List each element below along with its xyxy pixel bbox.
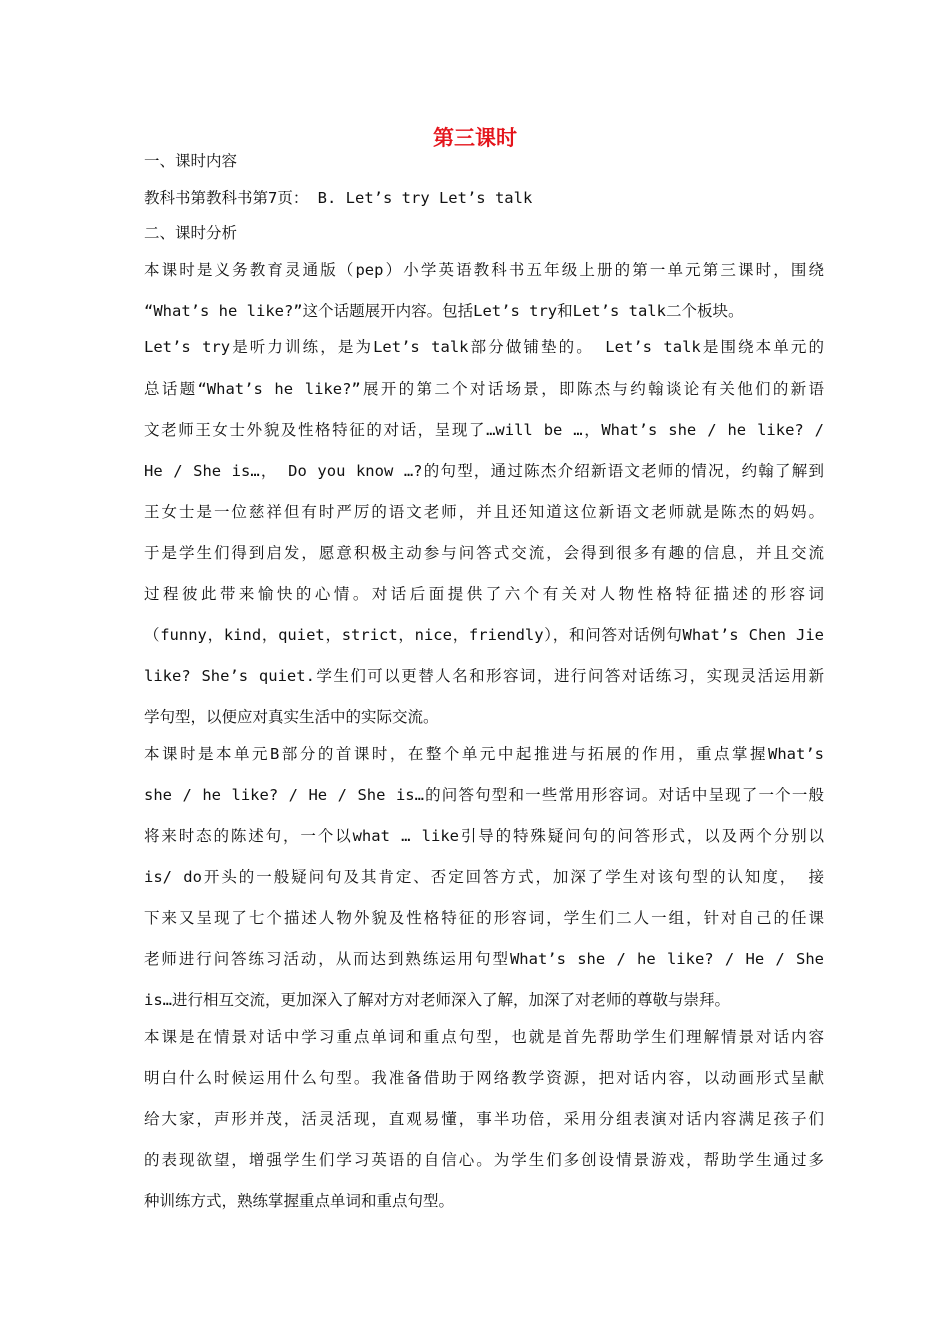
paragraph-line: 将来时态的陈述句，一个以what … like引导的特殊疑问句的问答形式，以及两个分别以 — [144, 827, 824, 845]
paragraph-line: is/ do开头的一般疑问句及其肯定、否定回答方式，加深了学生对该句型的认知度， 接 — [144, 868, 824, 886]
paragraph-line: 文老师王女士外貌及性格特征的对话，呈现了…will be …，What’s she / he like? / — [144, 421, 824, 439]
paragraph-line: 总话题“What’s he like?”展开的第二个对话场景，即陈杰与约翰谈论有关他们的新语 — [144, 380, 824, 398]
paragraph-line: “What’s he like?”这个话题展开内容。包括Let’s try和Let’s talk二个板块。 — [144, 302, 744, 320]
paragraph-line: 的表现欲望，增强学生们学习英语的自信心。为学生们多创设情景游戏，帮助学生通过多 — [144, 1151, 824, 1169]
page-title: 第三课时 — [433, 126, 517, 150]
paragraph-line: is…进行相互交流，更加深入了解对方对老师深入了解，加深了对老师的尊敬与崇拜。 — [144, 991, 730, 1009]
section-body-textbook-page: 教科书第教科书第7页： B. Let’s try Let’s talk — [144, 189, 533, 207]
paragraph-line: she / he like? / He / She is…的问答句型和一些常用形容词。对话中呈现了一个一般 — [144, 786, 824, 804]
section-heading-analysis: 二、课时分析 — [144, 224, 238, 242]
paragraph-line: （funny，kind，quiet，strict，nice，friendly），和问答对话例句What’s Chen Jie — [144, 626, 824, 644]
paragraph-line: 学句型，以便应对真实生活中的实际交流。 — [144, 708, 439, 726]
paragraph-line: 种训练方式，熟练掌握重点单词和重点句型。 — [144, 1192, 455, 1210]
paragraph-line: 下来又呈现了七个描述人物外貌及性格特征的形容词，学生们二人一组，针对自己的任课 — [144, 909, 824, 927]
paragraph-line: like? She’s quiet.学生们可以更替人名和形容词，进行问答对话练习，实现灵活运用新 — [144, 667, 824, 685]
paragraph-line: He / She is…， Do you know …?的句型，通过陈杰介绍新语文老师的情况，约翰了解到 — [144, 462, 824, 480]
paragraph-line: 给大家，声形并茂，活灵活现，直观易懂，事半功倍，采用分组表演对话内容满足孩子们 — [144, 1110, 824, 1128]
paragraph-line: 老师进行问答练习活动，从而达到熟练运用句型What’s she / he like? / He / She — [144, 950, 824, 968]
paragraph-line: 王女士是一位慈祥但有时严厉的语文老师，并且还知道这位新语文老师就是陈杰的妈妈。 — [144, 503, 824, 521]
paragraph-line: 过程彼此带来愉快的心情。对话后面提供了六个有关对人物性格特征描述的形容词 — [144, 585, 824, 603]
paragraph-line: 本课时是本单元B部分的首课时，在整个单元中起推进与拓展的作用，重点掌握What’s — [144, 745, 824, 763]
paragraph-line: 本课是在情景对话中学习重点单词和重点句型，也就是首先帮助学生们理解情景对话内容 — [144, 1028, 824, 1046]
paragraph-line: Let’s try是听力训练，是为Let’s talk部分做铺垫的。 Let’s talk是围绕本单元的 — [144, 338, 824, 356]
section-heading-content: 一、课时内容 — [144, 152, 238, 170]
paragraph-line: 于是学生们得到启发，愿意积极主动参与问答式交流，会得到很多有趣的信息，并且交流 — [144, 544, 824, 562]
paragraph-line: 本课时是义务教育灵通版（pep）小学英语教科书五年级上册的第一单元第三课时，围绕 — [144, 261, 824, 279]
paragraph-line: 明白什么时候运用什么句型。我准备借助于网络教学资源，把对话内容，以动画形式呈献 — [144, 1069, 824, 1087]
